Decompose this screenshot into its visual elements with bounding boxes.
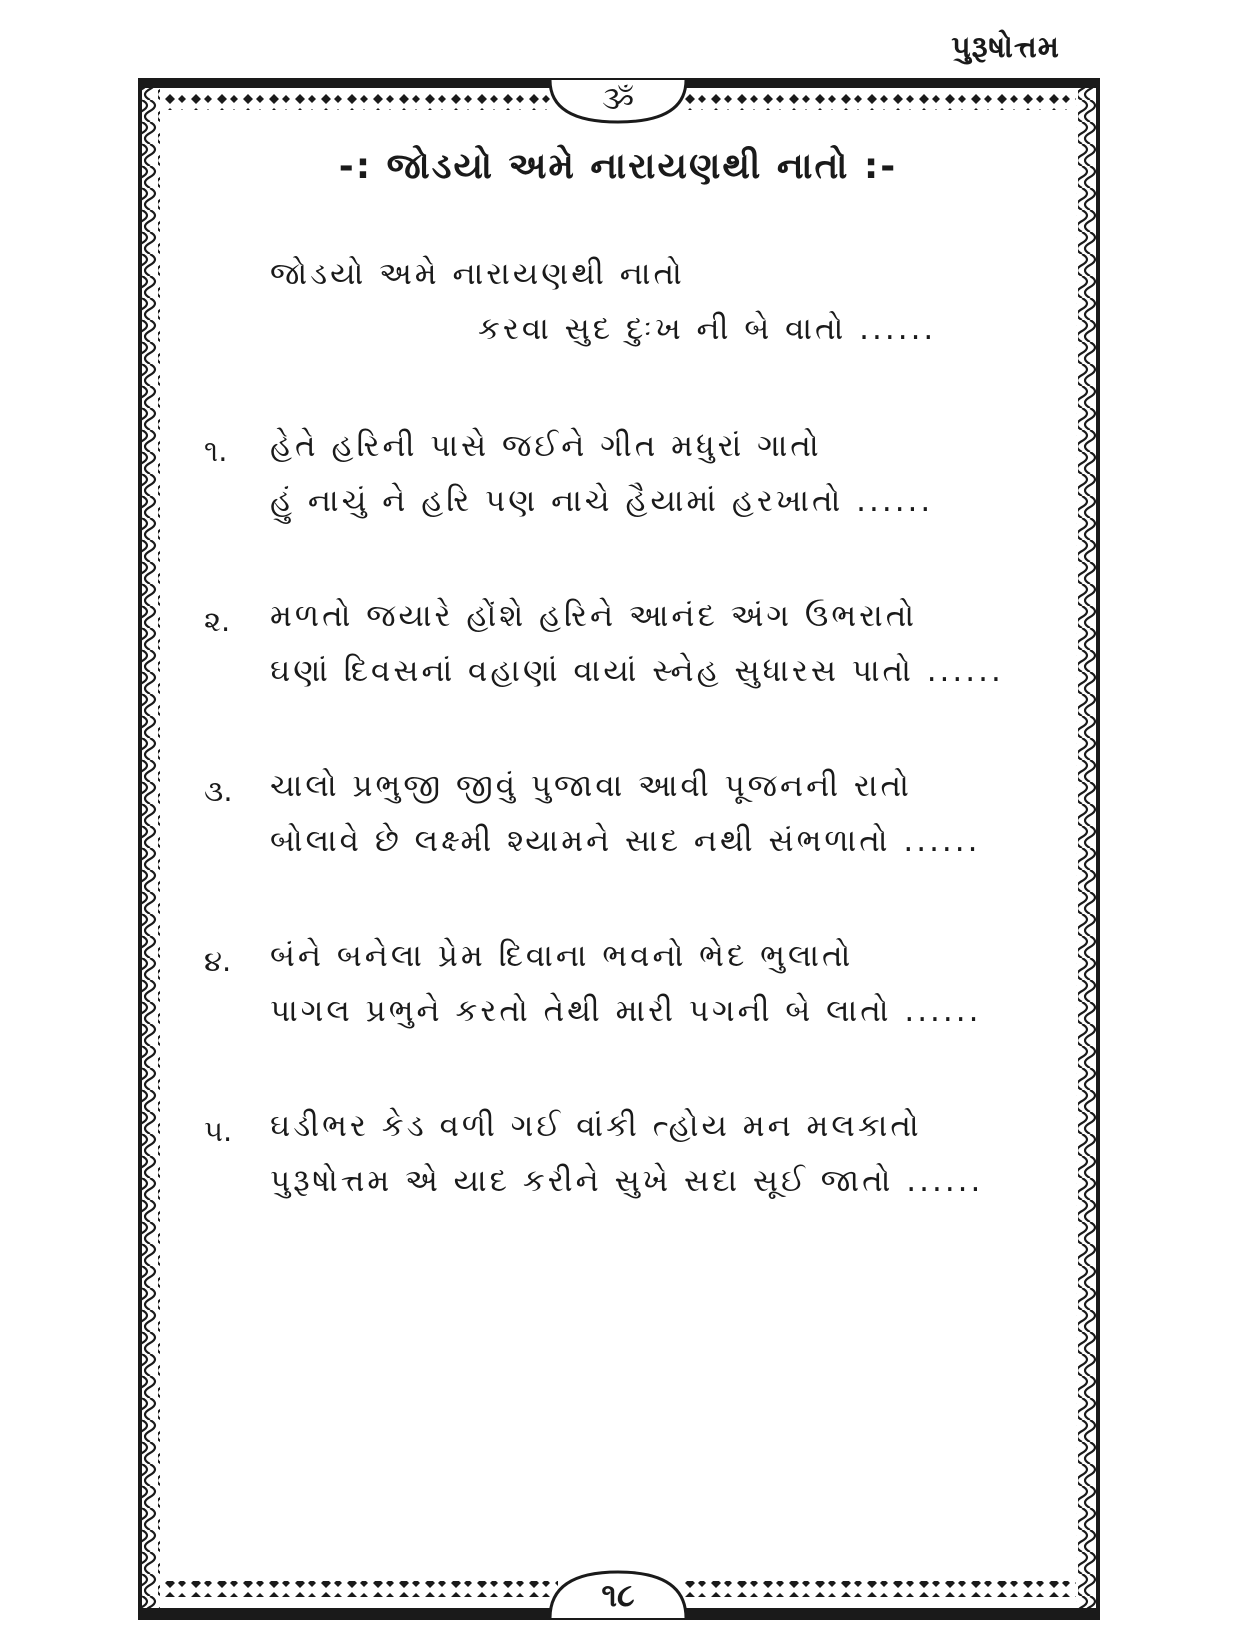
stanza-number: ૩. xyxy=(204,774,233,808)
stanza-number: ૫. xyxy=(204,1114,233,1148)
stanza-line: બંને બનેલા પ્રેમ દિવાના ભવનો ભેદ ભુલાતો xyxy=(270,938,854,974)
refrain-line-2: કરવા સુદ દુઃખ ની બે વાતો ...... xyxy=(478,311,937,347)
stanza-line: ઘડીભર કેડ વળી ગઈ વાંકી ત્હોય મન મલકાતો xyxy=(270,1108,922,1144)
poem-title: -: જોડયો અમે નારાયણથી નાતો :- xyxy=(338,146,898,187)
stanza-line: હું નાચું ને હરિ પણ નાચે હૈયામાં હરખાતો ...... xyxy=(270,483,934,519)
stanza-line: ઘણાં દિવસનાં વહાણાં વાયાં સ્નેહ સુધારસ પાતો ...... xyxy=(270,653,1004,689)
book-title: પુરૂષોત્તમ xyxy=(951,30,1060,65)
stanza-line: પુરૂષોત્તમ એ યાદ કરીને સુખે સદા સૂઈ જાતો ...... xyxy=(270,1163,984,1199)
decorative-page-frame xyxy=(138,78,1100,1623)
stanza-line: પાગલ પ્રભુને કરતો તેથી મારી પગની બે લાતો ...... xyxy=(270,993,982,1029)
refrain-line-1: જોડયો અમે નારાયણથી નાતો xyxy=(270,256,685,292)
stanza-line: ચાલો પ્રભુજી જીવું પુજાવા આવી પૂજનની રાતો xyxy=(270,768,912,804)
om-symbol: ૐ xyxy=(601,82,635,117)
stanza-number: ૪. xyxy=(204,944,232,978)
page-number: ૧૮ xyxy=(601,1576,635,1614)
stanza-number: ૨. xyxy=(204,604,231,638)
stanza-line: મળતો જયારે હોંશે હરિને આનંદ અંગ ઉભરાતો xyxy=(270,598,918,634)
stanza-line: બોલાવે છે લક્ષ્મી શ્યામને સાદ નથી સંભળાતો ...... xyxy=(270,823,981,859)
stanza-line: હેતે હરિની પાસે જઈને ગીત મધુરાં ગાતો xyxy=(270,428,822,464)
stanza-number: ૧. xyxy=(204,434,228,468)
